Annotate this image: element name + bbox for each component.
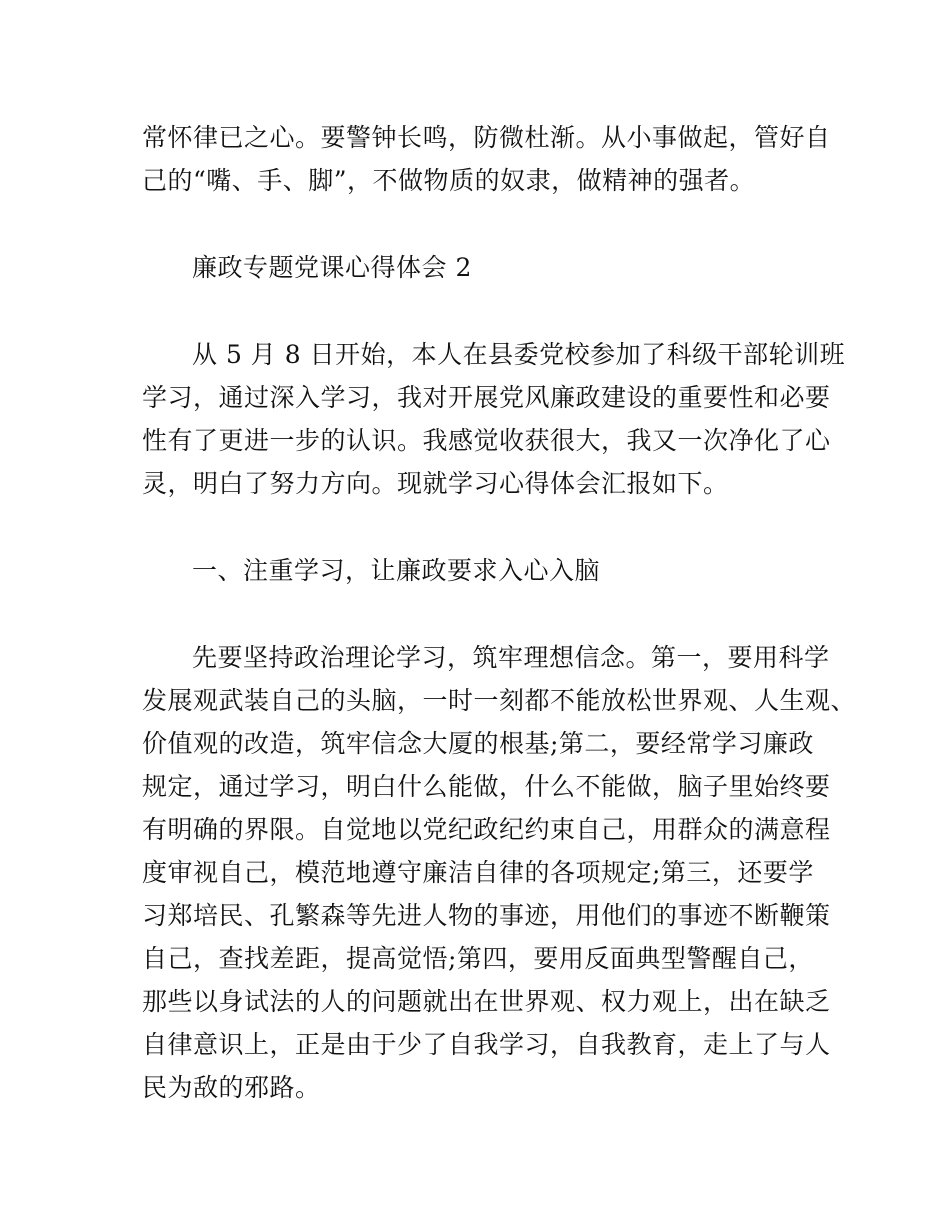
paragraph-3-line: 先要坚持政治理论学习，筑牢理想信念。第一，要用科学	[192, 643, 830, 672]
paragraph-3-line: 规定，通过学习，明白什么能做，什么不能做，脑子里始终要	[142, 772, 831, 801]
paragraph-2-line: 学习，通过深入学习，我对开展党风廉政建设的重要性和必要	[142, 383, 831, 412]
paragraph-2-line: 从 5 月 8 日开始，本人在县委党校参加了科级干部轮训班	[192, 340, 846, 369]
paragraph-3-line: 度审视自己，模范地遵守廉洁自律的各项规定;第三，还要学	[142, 858, 814, 887]
section-heading-1: 一、注重学习，让廉政要求入心入脑	[192, 556, 601, 585]
paragraph-1-line: 常怀律已之心。要警钟长鸣，防微杜渐。从小事做起，管好自	[142, 123, 831, 152]
paragraph-3-line: 那些以身试法的人的问题就出在世界观、权力观上，出在缺乏	[142, 987, 831, 1016]
paragraph-3-line: 价值观的改造，筑牢信念大厦的根基;第二，要经常学习廉政	[142, 729, 814, 758]
paragraph-3-line: 自律意识上，正是由于少了自我学习，自我教育，走上了与人	[142, 1030, 831, 1059]
paragraph-3-line: 有明确的界限。自觉地以党纪政纪约束自己，用群众的满意程	[142, 815, 831, 844]
heading-2: 廉政专题党课心得体会 2	[192, 253, 472, 282]
paragraph-3-line: 习郑培民、孔繁森等先进人物的事迹，用他们的事迹不断鞭策	[142, 901, 831, 930]
paragraph-3-line: 自己，查找差距，提高觉悟;第四，要用反面典型警醒自己，	[142, 944, 814, 973]
paragraph-2-line: 性有了更进一步的认识。我感觉收获很大，我又一次净化了心	[142, 426, 831, 455]
paragraph-3-line: 民为敌的邪路。	[142, 1073, 321, 1102]
paragraph-2-line: 灵，明白了努力方向。现就学习心得体会汇报如下。	[142, 469, 729, 498]
paragraph-3-line: 发展观武装自己的头脑，一时一刻都不能放松世界观、人生观、	[142, 686, 857, 715]
paragraph-1-line: 己的“嘴、手、脚”，不做物质的奴隶，做精神的强者。	[142, 166, 756, 195]
